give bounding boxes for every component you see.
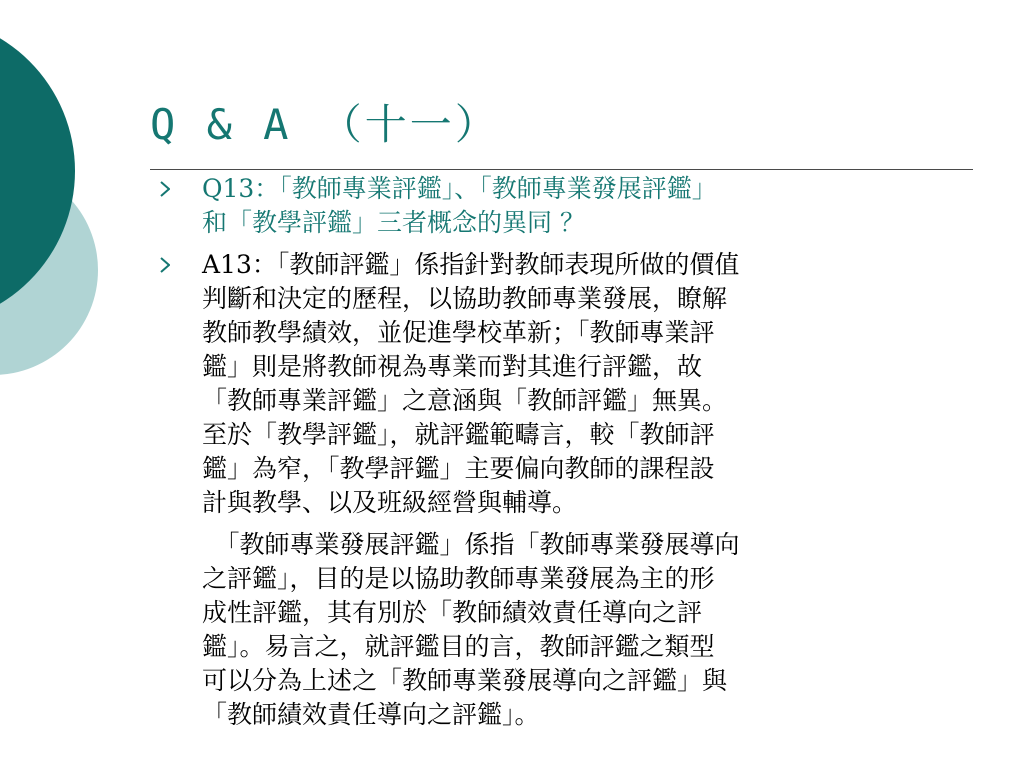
answer-item: [160, 248, 960, 732]
answer-line: 「教師績效責任導向之評鑑」。: [202, 700, 540, 729]
answer-line: 教師教學績效，並促進學校革新；「教師專業評: [202, 318, 715, 347]
chevron-right-icon: [160, 181, 170, 197]
answer-line: 計與教學、以及班級經營與輔導。: [202, 488, 578, 517]
answer-line: 可以分為上述之「教師專業發展導向之評鑑」與: [202, 666, 728, 695]
chevron-right-icon: [160, 257, 170, 273]
question-line: Q13：「教師專業評鑑」、「教師專業發展評鑑」: [202, 174, 717, 203]
question-item: [160, 172, 960, 240]
slide-title: Q & A （十一）: [150, 100, 500, 149]
answer-line: 鑑」。易言之，就評鑑目的言，教師評鑑之類型: [202, 632, 715, 661]
answer-line: 判斷和決定的歷程，以協助教師專業發展，瞭解: [202, 284, 728, 313]
answer-line: 至於「教學評鑑」，就評鑑範疇言，較「教師評: [202, 420, 715, 449]
answer-line: 「教師專業評鑑」之意涵與「教師評鑑」無異。: [202, 386, 728, 415]
answer-line: A13：「教師評鑑」係指針對教師表現所做的價值: [202, 250, 740, 279]
answer-line: 之評鑑」，目的是以協助教師專業發展為主的形: [202, 564, 715, 593]
slide-content: [160, 172, 960, 740]
answer-line: 鑑」則是將教師視為專業而對其進行評鑑，故: [202, 352, 703, 381]
answer-line: 鑑」為窄，「教學評鑑」主要偏向教師的課程設: [202, 454, 715, 483]
question-line: 和「教學評鑑」三者概念的異同 ？: [202, 208, 585, 237]
answer-line: 「教師專業發展評鑑」係指「教師專業發展導向: [202, 530, 740, 559]
title-divider: [150, 169, 973, 170]
answer-line: 成性評鑑，其有別於「教師績效責任導向之評: [202, 598, 703, 627]
